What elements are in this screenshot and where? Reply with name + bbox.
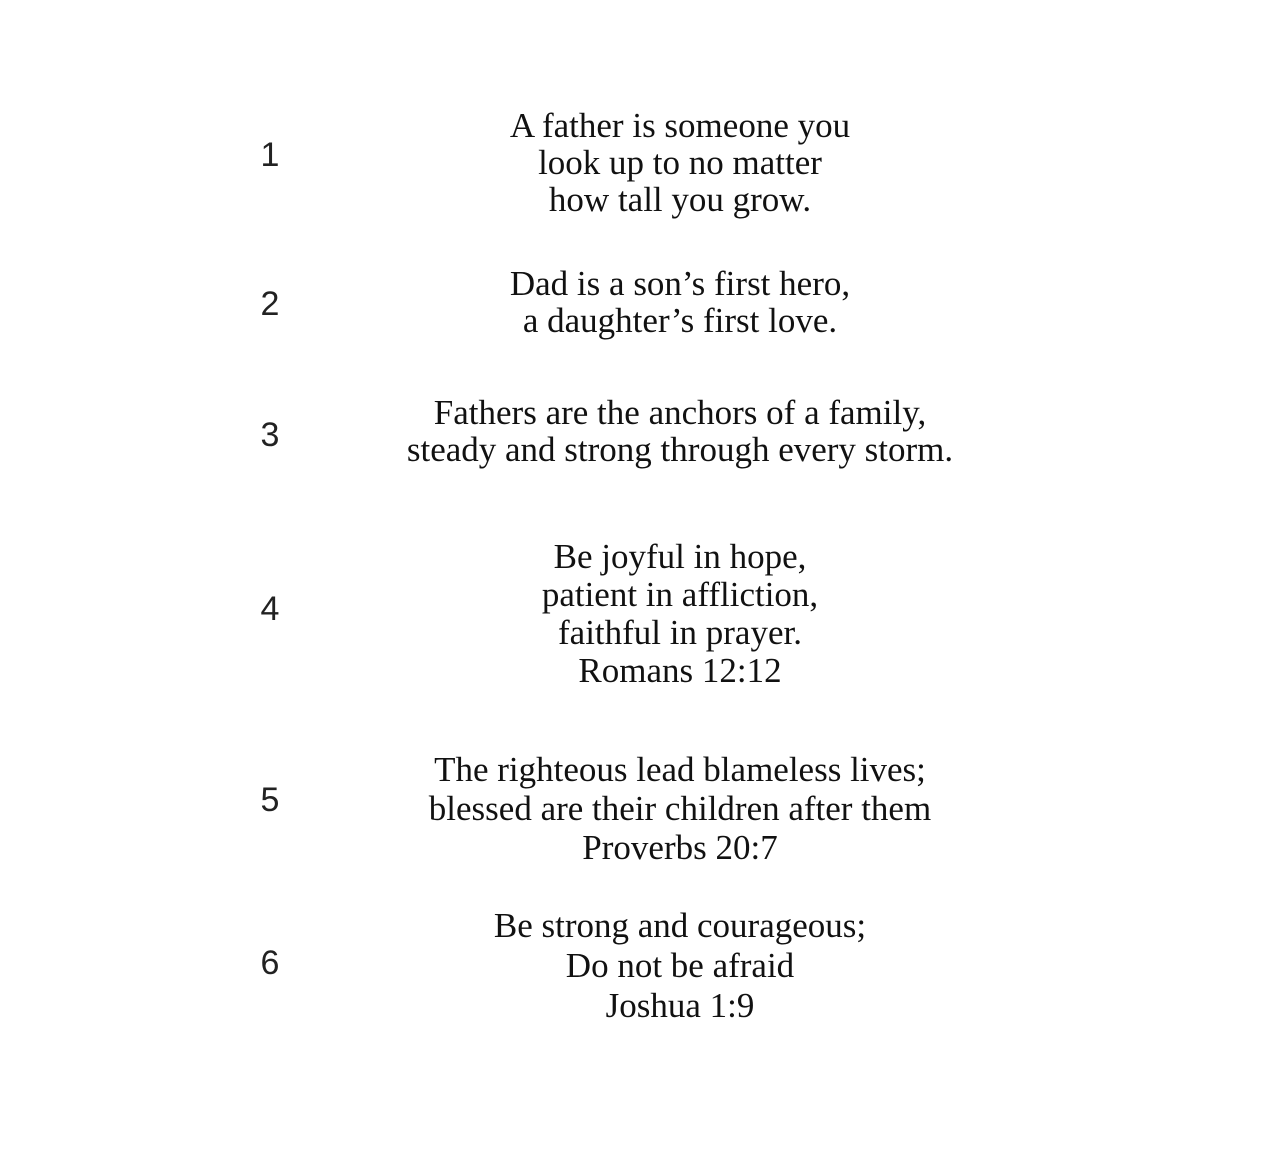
quote-number-2: 2 [260,285,280,323]
quote-line: Dad is a son’s first hero, [509,264,851,303]
quote-line: Be joyful in hope, [553,537,807,576]
quote-line: The righteous lead blameless lives; [434,750,926,789]
quote-block-4 [340,538,1020,690]
quote-line: blessed are their children after them [428,789,932,828]
quote-number-3: 3 [260,416,280,454]
quote-number-6: 6 [260,944,280,982]
quote-number-1: 1 [260,136,280,174]
quote-line: steady and strong through every storm. [406,430,954,469]
quote-line: how tall you grow. [548,180,812,219]
quote-line: Be strong and courageous; [493,906,867,945]
quote-reference: Proverbs 20:7 [582,828,778,867]
quote-line: faithful in prayer. [558,613,802,652]
quote-line: look up to no matter [538,143,822,182]
quote-line: a daughter’s first love. [522,301,838,340]
quote-line: Fathers are the anchors of a family, [433,393,927,432]
quote-number-5: 5 [260,781,280,819]
quote-line: A father is someone you [509,106,851,145]
quote-block-2 [340,265,1020,339]
quote-block-6 [340,906,1020,1026]
quote-line: patient in affliction, [541,575,819,614]
quote-reference: Romans 12:12 [578,651,782,690]
quote-number-4: 4 [260,590,280,628]
quote-block-5 [340,750,1020,867]
quote-block-1 [340,107,1020,218]
quote-line: Do not be afraid [565,946,795,985]
quote-reference: Joshua 1:9 [605,986,755,1025]
quote-block-3 [340,394,1020,468]
